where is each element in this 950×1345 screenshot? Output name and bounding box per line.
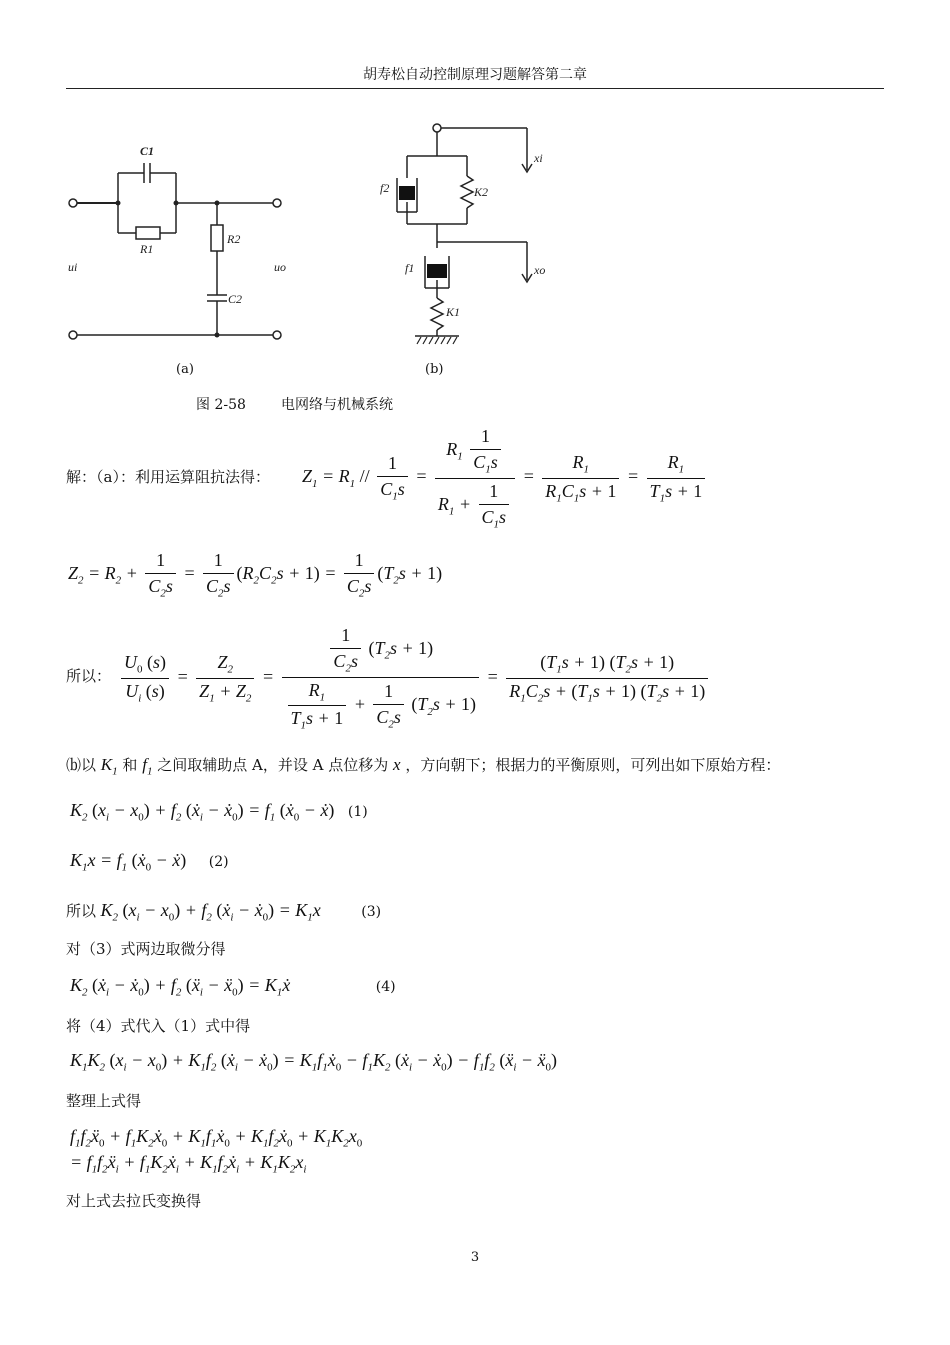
figure-a-label: (a) <box>176 362 194 377</box>
figure-b-mechanical <box>370 120 570 352</box>
label-c1: C1 <box>140 144 155 158</box>
figure-caption-text: 电网络与机械系统 <box>281 397 393 413</box>
intro-b-part4: ，方向朝下；根据力的平衡原则，可列出如下原始方程： <box>405 756 781 774</box>
text-rearrange: 整理上式得 <box>66 1092 142 1110</box>
equation-4: $K_2$ (ẋ$_i$ − ẋ$_0$) + $f_2$ (ẍ$_i$ − ẍ$_0$) = $K_1ẋ$ (4) <box>70 975 396 999</box>
figure-b-label: (b) <box>425 362 444 377</box>
solution-so: 所以： <box>66 667 112 685</box>
equation-6-line1: $f_1f_2ẍ_0$ + $f_1K_2ẋ_0$ + $K_1f_1ẋ_0$ + $K_1f_2ẋ_0 + K_1K_2x_0$ <box>70 1126 363 1150</box>
equation-transfer-function: $\frac{U_0 (s)}{U_i (s)}$ = $\frac{Z_2}{Z_1 + Z_2}$ = $\frac{1}{C_2s}$ $(T_2s + 1)$ $\frac{R_1}{T_1s + 1}$ + $\frac{1}{C_2s}$ $(T_2s + 1)$ = $\frac{(T_1s + 1) (T_2s + 1)}{R_1C_2s + (T_1s + 1) (T_2s + 1)}$ <box>118 625 711 732</box>
eq-label-3: (3) <box>361 904 382 920</box>
intro-b-part3: 之间取辅助点 A，并设 A 点位移为 <box>157 756 389 774</box>
label-f2: f2 <box>380 181 390 195</box>
text-differentiate: 对（3）式两边取微分得 <box>66 940 226 958</box>
damper-f2-piston <box>399 186 415 200</box>
figure-a-circuit <box>60 135 300 355</box>
equation-6-line2: = $f_1f_2ẍ_i$ + $f_1K_2ẋ_i$ + $K_1f_2ẋ_i + K_1K_2x_i$ <box>70 1152 307 1176</box>
intro-b-part1: ⒝以 <box>66 756 97 774</box>
label-r1: R1 <box>140 242 154 256</box>
label-xo: xo <box>534 263 546 277</box>
equation-3: 所以 $K_2$ $(x_i - x_0) + f_2$ (ẋ$_i$ − ẋ$_0$) = $K_1x$ (3) <box>66 900 382 924</box>
text-substitute: 将（4）式代入（1）式中得 <box>66 1017 251 1035</box>
label-c2: C2 <box>228 292 243 306</box>
solution-intro-b: ⒝以 $K_1$ 和 $f_1$ 之间取辅助点 A，并设 A 点位移为 x ，方向朝下；根据力的平衡原则，可列出如下原始方程： <box>66 755 781 778</box>
eq-label-4: (4) <box>375 979 396 995</box>
eq-label-2: (2) <box>208 854 229 870</box>
label-xi: xi <box>534 151 543 165</box>
text-laplace: 对上式去拉氏变换得 <box>66 1192 202 1210</box>
label-f1: f1 <box>405 261 415 275</box>
equation-z2: $Z_2 = R_2$ + $\frac{1}{C_2s}$ = $\frac{1}{C_2s}$ $(R_2C_2s + 1)$ = $\frac{1}{C_2s}$ $(T_2s + 1)$ <box>68 550 443 600</box>
equation-2: $K_1x = f_1$ (ẋ$_0$ − ẋ) (2) <box>70 850 229 874</box>
header-rule <box>66 88 884 89</box>
equation-5: $K_1K_2$ $(x_i - x_0) + K_1f_2$ (ẋ$_i$ − ẋ$_0$) = $K_1f_1ẋ_0 - f_1K_2$ (ẋ$_i$ − ẋ$_0$) − $f_1f_2$ (ẍ$_i$ − ẍ$_0$) <box>70 1050 558 1074</box>
so-prefix: 所以 <box>66 902 97 920</box>
label-k2: K2 <box>474 185 489 199</box>
figure-caption-number: 图 2-58 <box>196 397 246 413</box>
intro-b-part2: 和 <box>122 756 138 774</box>
label-uo: uo <box>274 260 286 274</box>
label-ui: ui <box>68 260 78 274</box>
label-k1: K1 <box>446 305 461 319</box>
damper-f1-piston <box>427 264 447 278</box>
eq-label-1: (1) <box>347 804 368 820</box>
equation-1: $K_2$ $(x_i - x_0) + f_2$ (ẋ$_i$ − ẋ$_0$) = $f_1$ (ẋ$_0$ − ẋ) (1) <box>70 800 368 824</box>
label-r2: R2 <box>227 232 241 246</box>
equation-z1: $Z_1 = R_1$ // $\frac{1}{C_1s}$ = $R_1$ $\frac{1}{C_1s}$ $R_1$ + $\frac{1}{C_1s}$ = $\frac{R_1}{R_1C_1s + 1}$ = $\frac{R_1}{T_1s + 1}$ <box>302 426 708 530</box>
page-number: 3 <box>470 1250 480 1265</box>
page-header: 胡寿松自动控制原理习题解答第二章 <box>363 67 587 83</box>
solution-intro-a: 解：（a）：利用运算阻抗法得： <box>66 468 270 486</box>
